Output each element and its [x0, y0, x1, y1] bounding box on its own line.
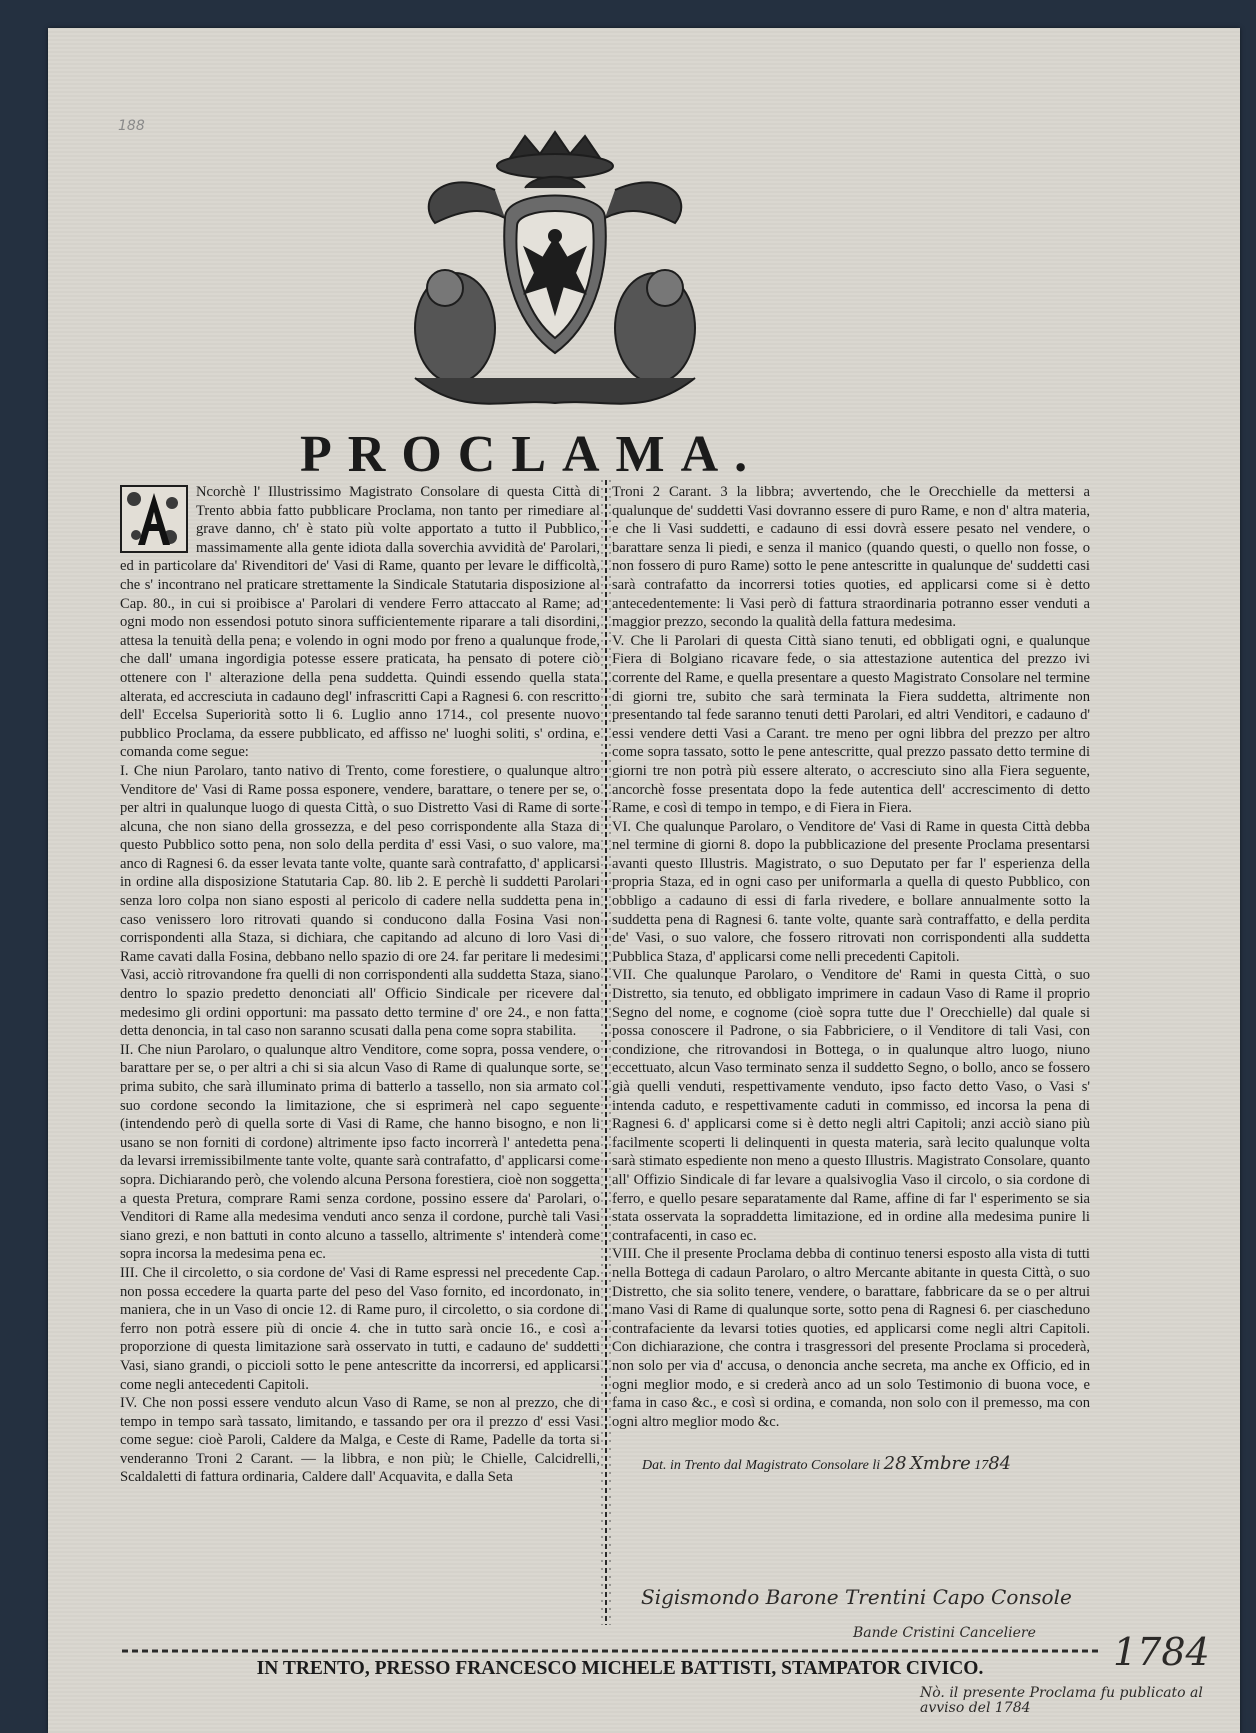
article-8: VIII. Che il presente Proclama debba di continuo tenersi esposto alla vista di tutti nella Bottega di cadaun Parolaro, o altro Mercante abitante in questa Città, o suo Distretto, che sia solito tenere, vendere, o barattare, fabbricare da se o per altrui mano Vasi di Rame di qualunque sorte, sotto pena di Ragnesi 6. per ciascheduno contrafaciente da levarsi toties quoties, ed applicarsi come negli altri Capitoli. Con dichiarazione, che contra i trasgressori del presente Proclama si procederà, non solo per via d' accusa, o denoncia anche secreta, ma anche ex Officio, ed in ogni meglior modo, e si crederà anco ad un solo Testimonio di buona voce, e fama in caso &c., e così si ordina, e comanda, non solo con il premesso, ma con ogni altro meglior modo &c.: [612, 1246, 1090, 1430]
date-year-prefix: 17: [974, 1458, 989, 1474]
signature-cancelliere: Bande Cristini Canceliere: [853, 1625, 1036, 1641]
printer-imprint: IN TRENTO, PRESSO FRANCESCO MICHELE BATTISTI, STAMPATOR CIVICO.: [256, 1658, 984, 1679]
ornamental-rule: [122, 1646, 1102, 1656]
article-3: III. Che il circoletto, o sia cordone de' Vasi di Rame espressi nel precedente Cap. non possa eccedere la quarta parte del peso del Vaso fornito, ed incordonato, in maniera, che in un Vaso di oncie 12. di Rame puro, il circoletto, o sia cordone di ferro non potrà essere più di oncie 4. che in tutto sarà oncie 16., e così a proporzione di questa limitazione sarà osservato in tutti, e cadauno de' suddetti Vasi, siano grandi, o piccioli sotto le pene antescritte da incorrersi, ed applicarsi come negli antecedenti Capitoli.: [120, 1264, 600, 1393]
handwritten-marginal-note: Nò. il presente Proclama fu publicato al avviso del 1784: [920, 1685, 1203, 1716]
left-column: [120, 483, 600, 1487]
right-column: [612, 483, 1090, 1476]
article-6: VI. Che qualunque Parolaro, o Venditore de' Vasi di Rame in questa Città debba nel termine di giorni 8. dopo la pubblicazione del presente Proclama presentarsi avanti questo Illustris. Magistrato, o suo Deputato per far l' esperienza della propria Staza, ed in ogni caso per uniformarla a quella di questo Pubblico, con obbligo a cadauno di essi di farla rivedere, e bollare annualmente sotto la suddetta pena di Ragnesi 6. tante volte, quante sarà contraffatto, e della perdita de' Vasi, o suo valore, che fossero ritrovati non corrispondenti alla suddetta Pubblica Staza, d' applicarsi come nelli precedenti Capitoli.: [612, 818, 1090, 965]
date-day: 28: [883, 1453, 907, 1475]
handwritten-year: 1784: [1113, 1630, 1210, 1674]
article-4: IV. Che non possi essere venduto alcun Vaso di Rame, se non al prezzo, che di tempo in tempo sarà tassato, limitando, e tassando per ora il prezzo d' essi Vasi come segue: cioè Paroli, Caldere da Malga, e Ceste di Rame, Padelle da torta si venderanno Troni 2 Carant. — la libbra, e non più; le Chielle, Calcidrelli, Scaldaletti di fattura ordinaria, Caldere dall' Acquavita, e dalla Seta: [120, 1395, 600, 1486]
coat-of-arms-emblem: [375, 128, 735, 418]
date-month: Xmbre: [910, 1453, 971, 1475]
proclamation-title: PROCLAMA.: [300, 426, 764, 483]
date-year-suffix: 84: [988, 1453, 1012, 1475]
column-divider-ornament: [600, 480, 612, 1625]
article-7: VII. Che qualunque Parolaro, o Venditore de' Rami in questa Città, o suo Distretto, sia tenuto, ed obbligato imprimere in cadaun Vaso di Rame il proprio Segno del nome, e cognome (cioè sopra tutte due l' Orecchielle) dal quale si possa conoscere il Padrone, o sia Fabbriciere, o il Venditore di tali Vasi, con condizione, che ritrovandosi in Bottega, o in qualunque altro luogo, niuno eccettuato, alcun Vaso terminato senza il suddetto Segno, o bollo, anco se fossero già quelli venduti, respettivamente venduto, ipso facto detto Vaso, o Vasi s' intenda caduto, e respettivamente caduti in commisso, ed incorsa la pena di Ragnesi 6. d' applicarsi come si è detto negli altri Capitoli; anzi acciò siano più facilmente scoperti li delinquenti in questa materia, sarà lecito qualunque volta sarà stimato espediente non meno a questo Illustris. Magistrato Consolare, quanto all' Offizio Sindicale di far levare a qualsivoglia Vaso il circolo, o sia cordone di ferro, e quello pesare separatamente dal Rame, affine di far l' esperimento se sia stata osservata la sopraddetta limitazione, ed in ordine alla medesima punire li contrafacenti, in caso ec.: [612, 967, 1090, 1244]
article-4-continued: Troni 2 Carant. 3 la libbra; avvertendo, che le Orecchielle da mettersi a qualunque de' suddetti Vasi dovranno essere di puro Rame, e non d' altra materia, e che li Vasi suddetti, e cadauno di essi dovrà essere pesato nel vendere, o barattare senza li piedi, e senza il manico (quando questi, o quello non fosse, o non fossero di puro Rame) sotto le pene antescritte in qualunque de' suddetti casi sarà contrafatto da incorrersi toties quoties, ed applicarsi come si è detto antecedentemente: li Vasi però di fattura straordinaria potranno esser venduti a maggior prezzo, secondo la qualità della fattura medesima.: [612, 484, 1090, 631]
intro-paragraph: Ncorchè l' Illustrissimo Magistrato Consolare di questa Città di Trento abbia fatto pubblicare Proclama, non tanto per rimediare al grave danno, ch' è stato più volte apportato a tutto il Pubblico, massimamente alla gente idiota dalla soverchia avvidità de' Parolari, ed in particolare da' Rivenditori de' Vasi di Rame, quanto per levare le difficoltà, che s' incontrano nel praticare strettamente la Sindicale Statutaria disposizione al Cap. 80., in cui si proibisce a' Parolari di vendere Ferro attaccato al Rame; ad ogni modo non essendosi potuto sinora sufficientemente riparare a tali disordini, attesa la tenuità della pena; e volendo in ogni modo por freno a qualunque frode, che dall' umana ingordigia potesse essere praticata, ha pensato di potere ciò ottenere con l' alterazione della pena suddetta. Quindi essendo quella stata alterata, ed accresciuta in cadauno degl' infrascritti Capi a Ragnesi 6. con rescritto dell' Eccelsa Superiorità sotto li 6. Luglio anno 1714., col presente nuovo pubblico Proclama, da essere pubblicato, ed affisso ne' luoghi soliti, s' ordina, e comanda come segue:: [120, 484, 600, 761]
signature-capo-console: Sigismondo Barone Trentini Capo Console: [641, 1585, 1072, 1609]
date-printed-text: Dat. in Trento dal Magistrato Consolare li: [642, 1458, 881, 1474]
date-line: [642, 1455, 1090, 1476]
article-1: I. Che niun Parolaro, tanto nativo di Trento, come forestiere, o qualunque altro Venditore de' Vasi di Rame possa esponere, vendere, barattare, o tenere per se, o per altri in qualunque luogo di questa Città, o suo Distretto Vasi di Rame di sorte alcuna, che non siano della grossezza, e del peso corrispondente alla Staza di questo Pubblico sotto pena, non solo della perdita d' essi Vasi, o suo valore, ma anco di Ragnesi 6. da esser levata tante volte, quante sarà contrafatto, d' applicarsi in ordine alla disposizione Statutaria Cap. 80. lib 2. E perchè li suddetti Parolari senza loro colpa non siano esposti al pericolo di cadere nella suddetta pena in caso venissero loro ritrovati quando si conducono dalla Fosina Vasi non corrispondenti alla Staza, si dichiara, che capitando ad alcuno di loro Vasi di Rame cavati dalla Fosina, debbano nello spazio di ore 24. far peritare li medesimi Vasi, acciò ritrovandone fra quelli di non corrispondenti alla suddetta Staza, siano dentro lo spazio predetto denonciati all' Officio Sindicale per ricevere dal medesimo gli ordini opportuni: ma passato detto termine d' ore 24., e non fatta detta denoncia, in tal caso non saranno scusati dalla pena come sopra stabilita.: [120, 762, 600, 1040]
article-5: V. Che li Parolari di questa Città siano tenuti, ed obbligati ogni, e qualunque Fiera di Bolgiano ricavare fede, o sia attestazione autentica del prezzo ivi corrente del Rame, e quella presentare a questo Magistrato Consolare nel termine di giorni tre, subito che sarà terminata la Fiera suddetta, altrimente non presentando tal fede saranno tenuti detti Parolari, ed altri Venditori, e cadauno d' essi vendere detti Vasi a Carant. tre meno per ogni libbra del prezzo per altro come sopra tassato, sotto le pene antescritte, qual prezzo passato detto termine di giorni tre non potrà più essere alterato, o accresciuto sino alla Fiera seguente, ancorchè fosse presentata dopo la fede autentica dell' accrescimento di detto Rame, e così di tempo in tempo, e di Fiera in Fiera.: [612, 632, 1090, 817]
pencil-archive-mark: 188: [118, 118, 145, 134]
article-2: II. Che niun Parolaro, o qualunque altro Venditore, come sopra, possa vendere, o barattare per se, o per altri a chi si sia alcun Vaso di Rame di qualunque sorte, se prima subito, che sarà illuminato prima di batterlo a tassello, non sia armato col suo cordone secondo la limitazione, che si esprimerà nel capo seguente (intendendo però di quella sorte di Vasi di Rame, che hanno bisogno, e non li usano se non forniti di cordone) altrimente ipso facto incorrerà l' antedetta pena da levarsi irremissibilmente tante volte, quante sarà contrafatto, d' applicarsi come sopra. Dichiarando però, che volendo alcuna Persona forestiera, cioè non soggetta a questa Pretura, comprare Rami senza cordone, possino essere da' Parolari, o Venditori di Rame alla medesima venduti anco senza il cordone, purchè tali Vasi siano grezi, e non battuti in conto alcuno a tassello, altrimente s' intenderà come sopra incorsa la medesima pena ec.: [120, 1041, 600, 1263]
ornamental-initial-a: [120, 485, 188, 553]
